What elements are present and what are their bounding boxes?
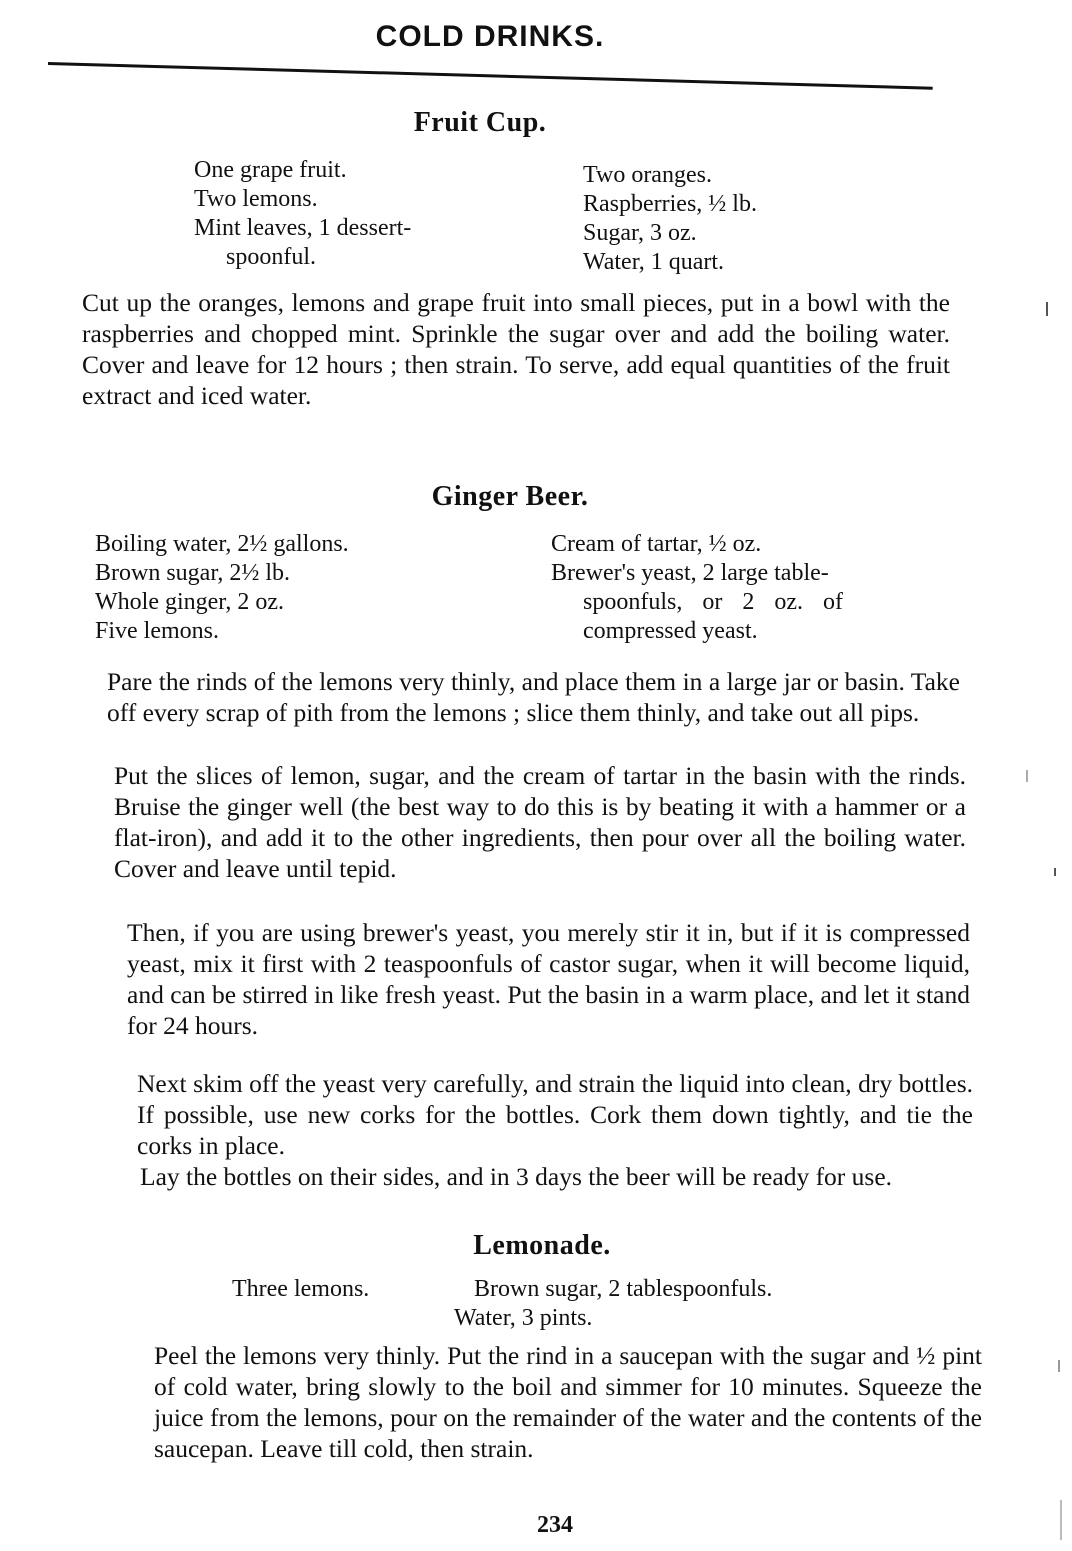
ingredient: spoonful. <box>226 244 316 270</box>
paragraph-text: Cut up the oranges, lemons and grape fruit into small pieces, put in a bowl with the raspberries and chopped mint. Sprinkle the sugar over and add the boiling water. Cover and leave for 12 hours ; then strain. To serve, add equal quantities of the fruit extract and iced water. <box>82 288 950 410</box>
scan-speck <box>1060 1500 1062 1540</box>
ingredient: Water, 1 quart. <box>583 249 725 275</box>
running-head: COLD DRINKS. <box>375 20 605 53</box>
ingredient: Cream of tartar, ½ oz. <box>551 531 762 557</box>
ingredient: compressed yeast. <box>583 618 758 644</box>
paragraph-text: Lay the bottles on their sides, and in 3 days the beer will be ready for use. <box>140 1162 893 1191</box>
ingredient: Whole ginger, 2 oz. <box>95 589 284 615</box>
ingredient: Brown sugar, 2½ lb. <box>95 560 291 586</box>
ingredient: Boiling water, 2½ gallons. <box>95 531 349 557</box>
method-paragraph <box>122 1340 982 1464</box>
ingredient: One grape fruit. <box>194 157 347 183</box>
ingredients-left-column <box>232 1275 369 1304</box>
ingredient: Five lemons. <box>95 618 219 644</box>
ingredient: Brown sugar, 2 tablespoonfuls. <box>474 1276 773 1302</box>
ingredient: Mint leaves, 1 dessert- <box>194 215 412 241</box>
ingredient: Water, 3 pints. <box>454 1305 593 1331</box>
ingredients-right-column <box>583 161 757 277</box>
paragraph-text: Then, if you are using brewer's yeast, you merely stir it in, but if it is compressed yeast, mix it first with 2 teaspoonfuls of castor sugar, when it will become liquid, and can be stirred in like fresh yeast. Put the basin in a warm place, and let it stand for 24 hours. <box>127 918 970 1040</box>
header-rule <box>48 62 933 90</box>
recipe-title-ginger-beer: Ginger Beer. <box>431 481 589 512</box>
paragraph-text: Pare the rinds of the lemons very thinly, and place them in a large jar or basin. Take off every scrap of pith from the lemons ; slice them thinly, and take out all pips. <box>107 667 960 727</box>
ingredient: Raspberries, ½ lb. <box>583 191 757 217</box>
ingredient: Three lemons. <box>232 1276 370 1302</box>
ingredients-lemonade <box>232 1275 892 1335</box>
method-paragraph <box>108 1161 976 1192</box>
paragraph-text: Put the slices of lemon, sugar, and the cream of tartar in the basin with the rinds. Bruise the ginger well (the best way to do this is by beating it with a hammer or a flat-iron), and add it to the other ingredients, then pour over all the boiling water. Cover and leave until tepid. <box>114 761 966 883</box>
ingredients-fruit-cup <box>194 156 834 276</box>
paragraph-text: Peel the lemons very thinly. Put the rind in a saucepan with the sugar and ½ pint of cold water, bring slowly to the boil and simmer for 10 minutes. Squeeze the juice from the lemons, pour on the remainder of the water and the contents of the saucepan. Leave till cold, then strain. <box>154 1341 982 1463</box>
ingredients-left-column <box>194 156 411 272</box>
scan-speck <box>1046 302 1048 316</box>
method-paragraph <box>50 287 950 411</box>
scan-speck <box>1026 770 1028 782</box>
recipe-title-fruit-cup: Fruit Cup. <box>413 107 547 138</box>
recipe-title-lemonade: Lemonade. <box>473 1230 611 1261</box>
method-paragraph <box>82 760 966 884</box>
scan-speck <box>1058 1360 1060 1372</box>
method-paragraph <box>95 917 970 1041</box>
method-paragraph <box>105 1068 973 1161</box>
ingredients-right-column <box>454 1275 773 1333</box>
ingredient: Two oranges. <box>583 162 712 188</box>
ingredient: Brewer's yeast, 2 large table- <box>551 560 829 586</box>
ingredients-right-column <box>551 530 931 646</box>
ingredient: Two lemons. <box>194 186 318 212</box>
ingredient: spoonfuls, or 2 oz. of <box>583 589 843 615</box>
ingredients-ginger-beer <box>95 530 955 650</box>
ingredient: Sugar, 3 oz. <box>583 220 697 246</box>
method-paragraph <box>75 666 960 728</box>
paragraph-text: Next skim off the yeast very carefully, and strain the liquid into clean, dry bottles. If possible, use new corks for the bottles. Cork them down tightly, and tie the corks in place. <box>137 1069 973 1160</box>
ingredients-left-column <box>95 530 349 646</box>
page-number: 234 <box>537 1512 573 1538</box>
scan-speck <box>1054 868 1056 876</box>
